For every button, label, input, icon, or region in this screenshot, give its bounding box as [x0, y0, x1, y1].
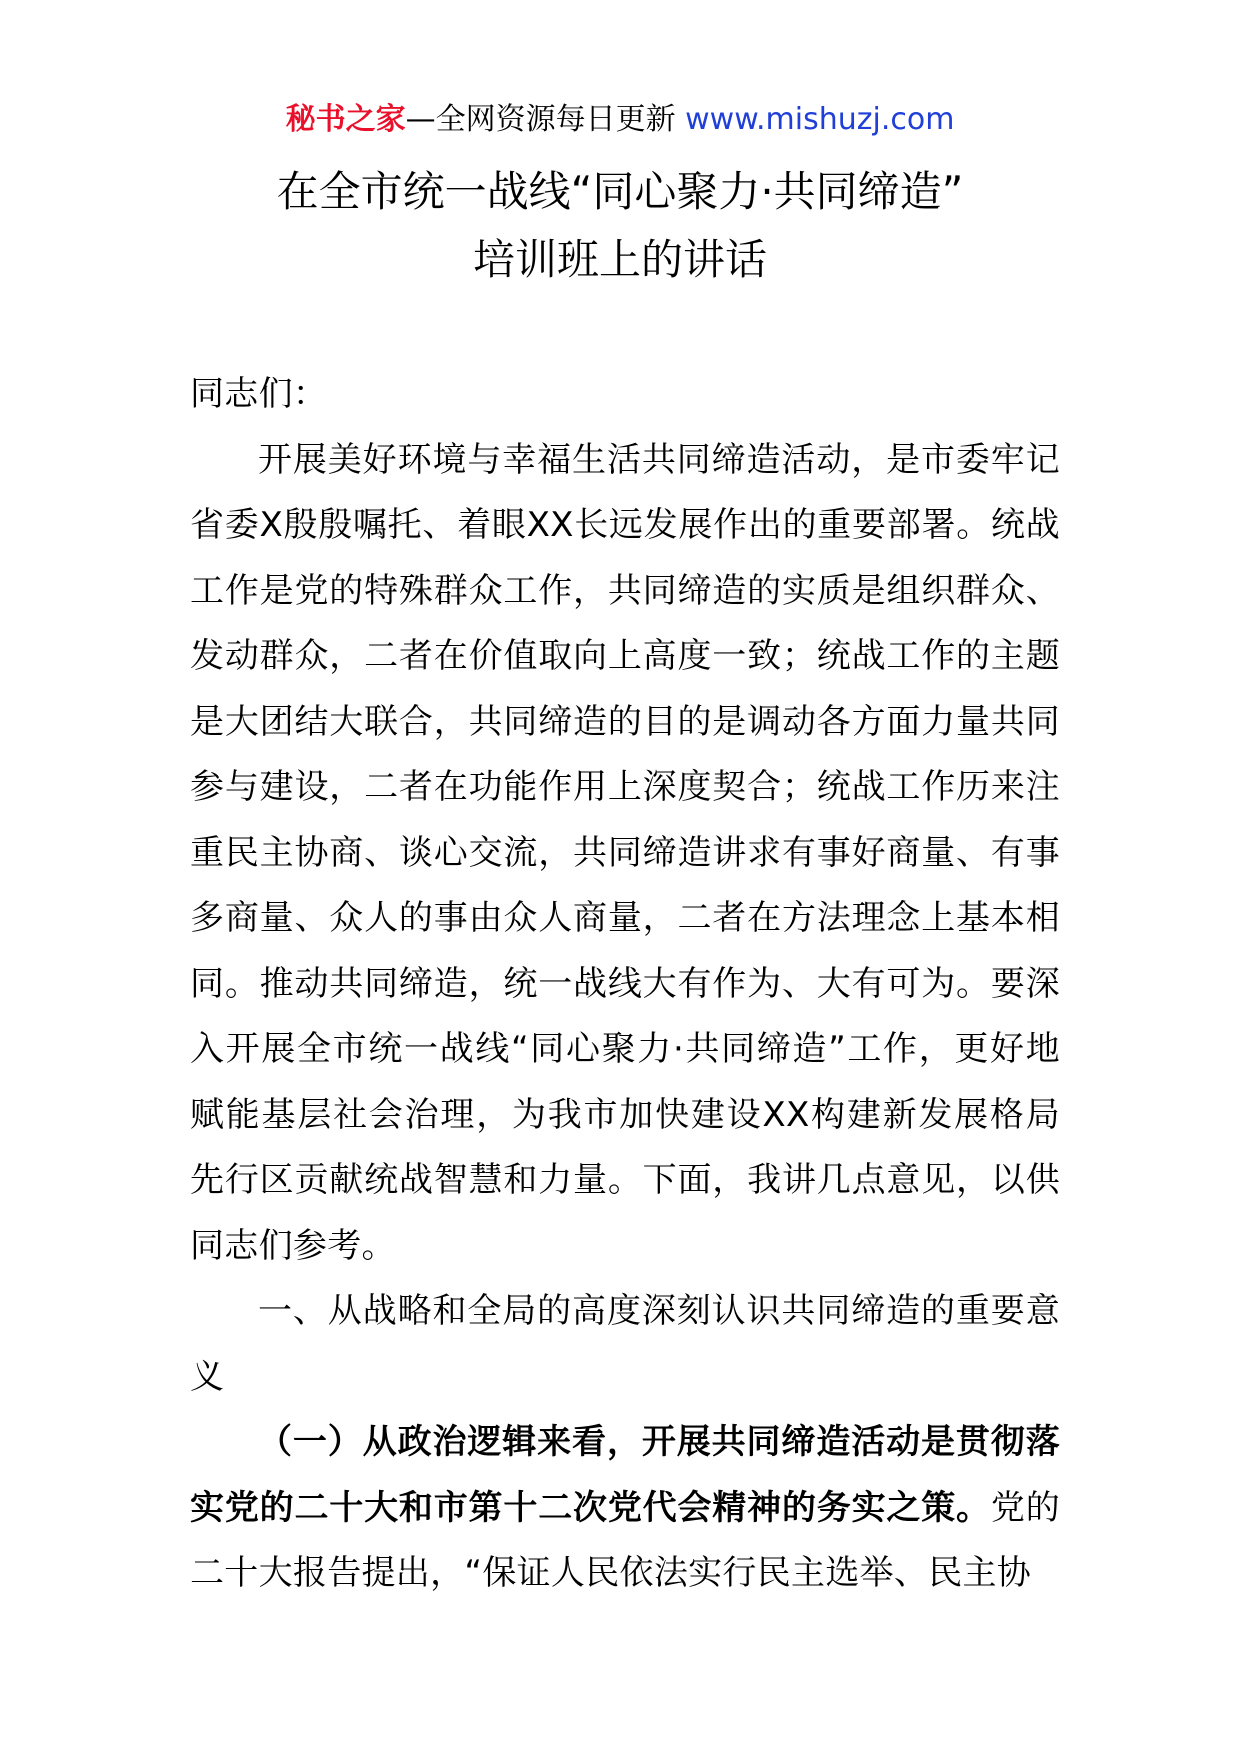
- paragraph-intro: 开展美好环境与幸福生活共同缔造活动，是市委牢记省委X殷殷嘱托、着眼XX长远发展作出的重要部署。统战工作是党的特殊群众工作，共同缔造的实质是组织群众、发动群众，二者在价值取向上高度一致；统战工作的主题是大团结大联合，共同缔造的目的是调动各方面力量共同参与建设，二者在功能作用上深度契合；统战工作历来注重民主协商、谈心交流，共同缔造讲求有事好商量、有事多商量、众人的事由众人商量，二者在方法理念上基本相同。推动共同缔造，统一战线大有作为、大有可为。要深入开展全市统一战线“同心聚力·共同缔造”工作，更好地赋能基层社会治理，为我市加快建设XX构建新发展格局先行区贡献统战智慧和力量。下面，我讲几点意见，以供同志们参考。: [190, 439, 1060, 1266]
- salutation: 同志们：: [190, 374, 328, 414]
- subsection-1-text: 党的二十大报告提出，“保证人民依法实行民主选举、民主协: [190, 1487, 1060, 1593]
- site-url-link[interactable]: www.mishuzj.com: [685, 102, 955, 137]
- brand-name: 秘书之家: [285, 102, 406, 137]
- document-body: [190, 362, 1060, 1607]
- subsection-1-heading: （一）从政治逻辑来看，开展共同缔造活动是贯彻落实党的二十大和市第十二次党代会精神的务实之策。: [190, 1422, 1060, 1528]
- header-slogan: —全网资源每日更新: [405, 102, 686, 137]
- section-heading-1: 一、从战略和全局的高度深刻认识共同缔造的重要意义: [190, 1291, 1060, 1397]
- subsection-1-paragraph: [190, 1410, 1060, 1607]
- site-header: [0, 100, 1240, 140]
- document-title-line-2: 培训班上的讲话: [472, 235, 767, 284]
- document-title-line-1: 在全市统一战线“同心聚力·共同缔造”: [276, 167, 964, 216]
